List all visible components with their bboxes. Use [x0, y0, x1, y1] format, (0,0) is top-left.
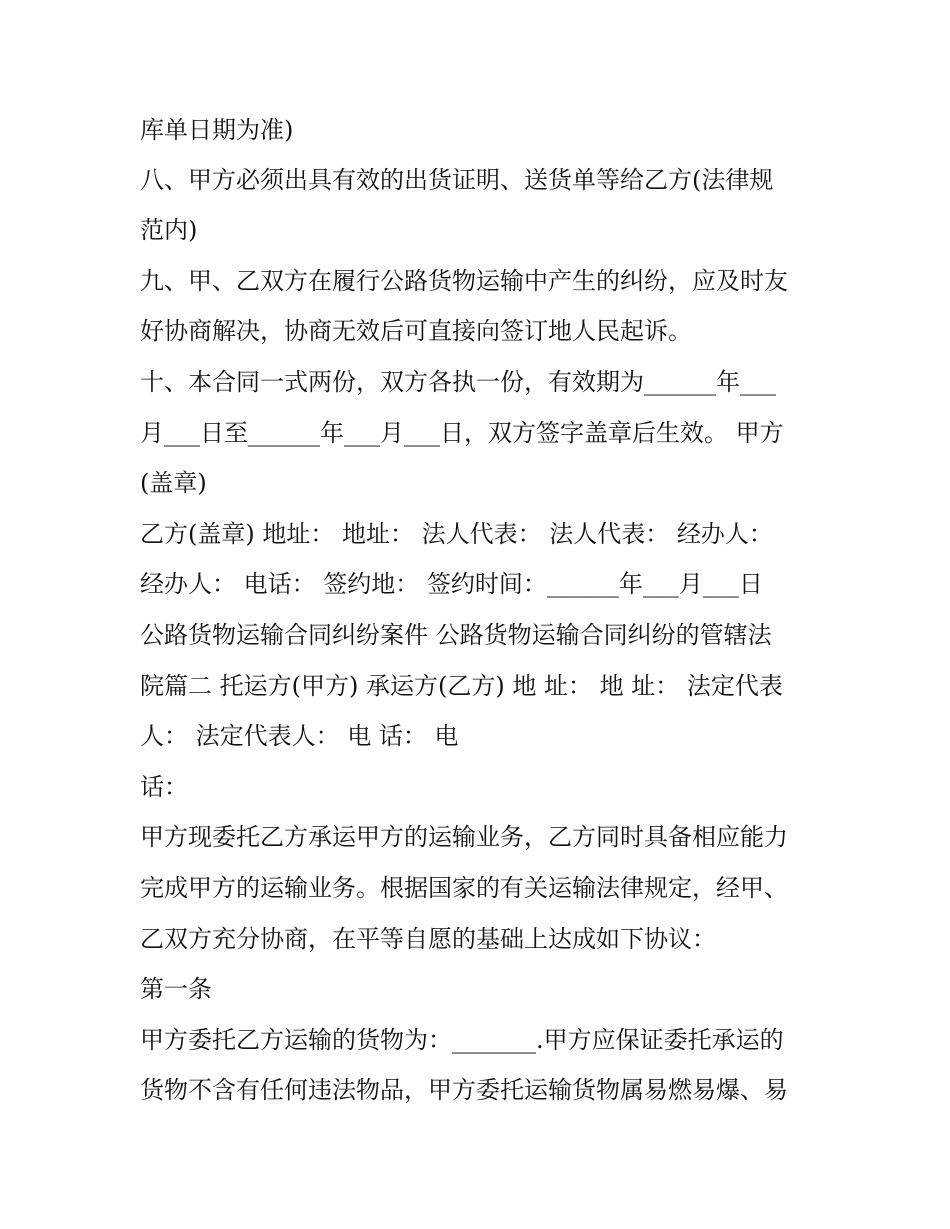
text-line: 范内) — [140, 216, 198, 244]
text-line: 货物不含有任何违法物品，甲方委托运输货物属易燃易爆、易 — [140, 1076, 788, 1104]
text-line: 乙双方充分协商，在平等自愿的基础上达成如下协议： — [140, 925, 716, 953]
text-line: 八、甲方必须出具有效的出货证明、送货单等给乙方(法律规 — [140, 166, 774, 194]
text-line: 好协商解决，协商无效后可直接向签订地人民起诉。 — [140, 317, 692, 345]
text-line: 第一条 — [140, 975, 212, 1003]
text-line: 甲方委托乙方运输的货物为：_______.甲方应保证委托承运的 — [140, 1026, 784, 1054]
text-line: 甲方现委托乙方承运甲方的运输业务，乙方同时具备相应能力 — [140, 823, 788, 851]
text-line: 公路货物运输合同纠纷案件 公路货物运输合同纠纷的管辖法 — [140, 621, 772, 649]
text-line: 九、甲、乙双方在履行公路货物运输中产生的纠纷，应及时友 — [140, 267, 788, 295]
text-line: 人： 法定代表人： 电 话： 电 — [140, 722, 459, 750]
text-line: 库单日期为准) — [140, 116, 294, 144]
text-line: 十、本合同一式两份，双方各执一份，有效期为______年___ — [140, 368, 776, 396]
text-line: 乙方(盖章) 地址： 地址： 法人代表： 法人代表： 经办人： — [140, 520, 773, 548]
text-line: 月___日至______年___月___日，双方签字盖章后生效。 甲方 — [140, 419, 784, 447]
text-line: (盖章) — [140, 469, 207, 497]
text-line: 经办人： 电话： 签约地： 签约时间：______年___月___日 — [140, 570, 763, 598]
text-line: 院篇二 托运方(甲方) 承运方(乙方) 地 址： 地 址： 法定代表 — [140, 672, 783, 700]
text-line: 完成甲方的运输业务。根据国家的有关运输法律规定，经甲、 — [140, 874, 788, 902]
text-line: 话： — [140, 773, 188, 801]
